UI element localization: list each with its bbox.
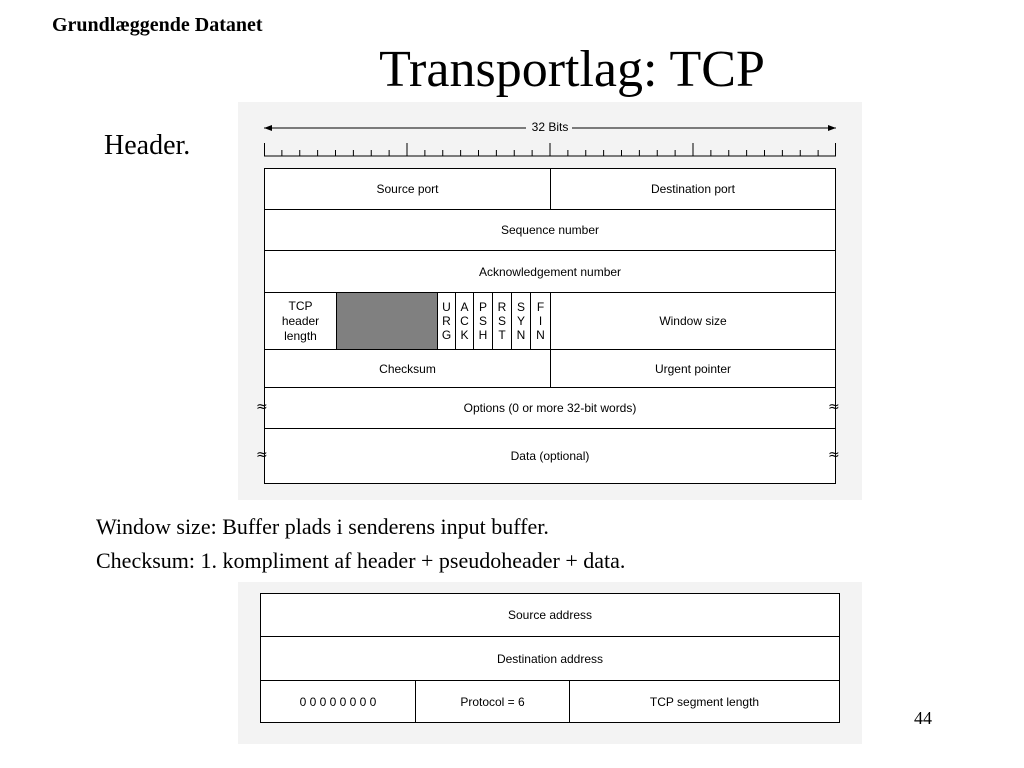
sequence-number-field: Sequence number xyxy=(264,209,836,251)
flag-letter: R xyxy=(497,300,507,314)
acknowledgement-number-field: Acknowledgement number xyxy=(264,250,836,293)
right-break-icon: ≈ xyxy=(828,399,840,415)
rst-flag xyxy=(492,292,512,350)
slide-title: Transportlag: TCP xyxy=(379,41,765,98)
tcp-segment-length-field: TCP segment length xyxy=(569,680,840,723)
flag-letter: I xyxy=(538,314,543,328)
flag-letter: P xyxy=(478,300,487,314)
syn-flag xyxy=(511,292,531,350)
flag-letter: S xyxy=(516,300,525,314)
tcp-header-length-field xyxy=(264,292,337,350)
right-break-icon: ≈ xyxy=(828,447,840,463)
fin-flag xyxy=(530,292,551,350)
flag-letter: Y xyxy=(516,314,525,328)
checksum-explanation: Checksum: 1. kompliment af header + pseudoheader + data. xyxy=(96,548,626,573)
destination-port-field: Destination port xyxy=(550,168,836,210)
course-title: Grundlæggende Datanet xyxy=(52,14,263,36)
tcp-header-length-line: TCP xyxy=(288,298,313,313)
window-size-field: Window size xyxy=(550,292,836,350)
flag-letter: S xyxy=(497,314,506,328)
flag-letter: N xyxy=(536,328,545,342)
flag-letter: A xyxy=(460,300,469,314)
reserved-field xyxy=(336,292,438,350)
checksum-field: Checksum xyxy=(264,349,551,388)
flag-letter: K xyxy=(460,328,469,342)
destination-address-field: Destination address xyxy=(260,636,840,681)
header-label: Header. xyxy=(104,130,191,161)
psh-flag xyxy=(473,292,493,350)
ack-flag xyxy=(455,292,474,350)
zeros-field: 0 0 0 0 0 0 0 0 xyxy=(260,680,416,723)
flag-letter: H xyxy=(478,328,488,342)
flag-letter: S xyxy=(478,314,487,328)
tcp-header-length-line: header xyxy=(281,313,320,328)
source-address-field: Source address xyxy=(260,593,840,637)
urgent-pointer-field: Urgent pointer xyxy=(550,349,836,388)
window-size-explanation: Window size: Buffer plads i senderens input buffer. xyxy=(96,514,549,539)
urg-flag xyxy=(437,292,456,350)
flag-letter: N xyxy=(516,328,526,342)
left-break-icon: ≈ xyxy=(256,399,268,415)
data-field: Data (optional) xyxy=(264,428,836,484)
flag-letter: T xyxy=(498,328,506,342)
options-field: Options (0 or more 32-bit words) xyxy=(264,387,836,429)
flag-letter: R xyxy=(442,314,451,328)
flag-letter: C xyxy=(460,314,469,328)
page-number: 44 xyxy=(914,708,932,728)
flag-letter: F xyxy=(536,300,545,314)
tcp-header-length-line: length xyxy=(284,328,317,343)
bits-label: 32 Bits xyxy=(0,120,1024,134)
source-port-field: Source port xyxy=(264,168,551,210)
flag-letter: U xyxy=(442,300,451,314)
left-break-icon: ≈ xyxy=(256,447,268,463)
bit-ruler xyxy=(264,141,836,159)
flag-letter: G xyxy=(441,328,452,342)
protocol-field: Protocol = 6 xyxy=(415,680,570,723)
